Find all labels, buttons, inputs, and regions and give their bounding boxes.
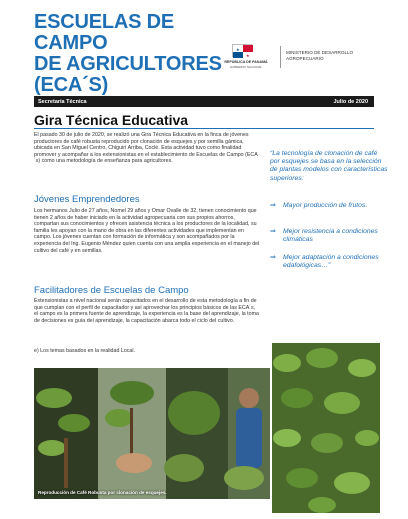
government-logo [224,44,382,72]
subtitle-young-entrepreneurs: Jóvenes Emprendedores [34,194,140,205]
quote-item-text: Mayor producción de frutos. [283,202,368,209]
issue-date: Julio de 2020 [333,98,368,105]
ministry-label: MINISTERIO DE DESARROLLO AGROPECUARIO [286,50,354,61]
nursery-image [272,343,380,513]
logo-divider [280,46,281,68]
pull-quote: “La tecnología de clonación de café por esquejes se basa en la selección de plantas modelos con características superiores: [270,150,388,182]
title-divider [34,128,374,129]
intro-text: El pasado 30 de julio de 2020, se realizó una Gira Técnica Educativa en la finca de jóvenes productores de café robusta reproducido por clonación de esquejes y por semilla gámica, ubicada en San Miguel Centro, Chiguirí Arriba, Coclé. Esta actividad tuvo como finalidad promover y acompañar a los extensionistas en el establecimiento de Escuelas de Campo (ECA´s) como una metodología de enseñanza para agricultores. [34,132,258,165]
arrow-icon: ⇒ [270,228,276,235]
entrepreneurs-text: Los hermanos Julio de 27 años, Nomel 29 años y Omar Ovalle de 32, tienen conocimiento que tienen 2 años de haber iniciado en la actividad agropecuaria con sus propios ahorros, compartan sus conocimientos y ofrecen asistencia técnica a los productores de la localidad, su familia les apoyan con la mano de obra en las diferentes actividades que implementan en campo. Los jóvenes cuentan con formación de informática y son acompañados por la experiencia del Ing. Eugenio Méndez quien cuenta con una amplia experiencia en el manejo del cultivo del café y en semillas. [34,208,260,254]
article-title: Gira Técnica Educativa [34,112,189,128]
local-topics-paragraph [34,348,260,358]
newsletter-title [34,12,244,96]
photo-caption: Reproducción de Café Robusta por clonación de esquejes. [38,490,167,495]
intro-paragraph [34,132,260,168]
subtitle-facilitators: Facilitadores de Escuelas de Campo [34,285,189,296]
panama-flag-icon: ★ ★ [232,44,252,57]
quote-item-text: Mejor resistencia a condiciones climáticas [283,228,378,244]
quote-item-text: Mejor adaptación a condiciones edafológicas…” [283,254,379,270]
arrow-icon: ⇒ [270,254,276,261]
section-band [34,96,374,107]
title-line-2: DE AGRICULTORES [34,53,222,75]
republic-label: REPÚBLICA DE PANAMÁ [224,60,268,64]
photo-collage-image [34,368,270,499]
entrepreneurs-paragraph [34,208,260,257]
coffee-nursery-photo [272,343,380,513]
coffee-cuttings-photo-collage [34,368,270,499]
arrow-icon: ⇒ [270,202,276,209]
government-label: GOBIERNO NACIONAL [229,65,263,69]
local-topics-text: e) Los temas basados en la realidad Local. [34,348,135,354]
department-label: Secretaría Técnica [38,98,87,105]
header [0,0,408,96]
facilitators-paragraph [34,298,260,327]
facilitators-text: Extensionistas a nivel nacional serán capacitados en el desarrollo de esta metodología a fin de que cumplan con el perfil de capacitador y así aprovechar los principios básicos de las ECA´s, el campo es la primera fuente de aprendizaje, la experiencia es la base del aprendizaje, la toma de decisiones es guía del aprendizaje, la capacitación abarca todo el ciclo del cultivo. [34,298,259,324]
title-line-3: (ECA´S) [34,74,109,96]
title-line-1: ESCUELAS DE CAMPO [34,11,175,54]
